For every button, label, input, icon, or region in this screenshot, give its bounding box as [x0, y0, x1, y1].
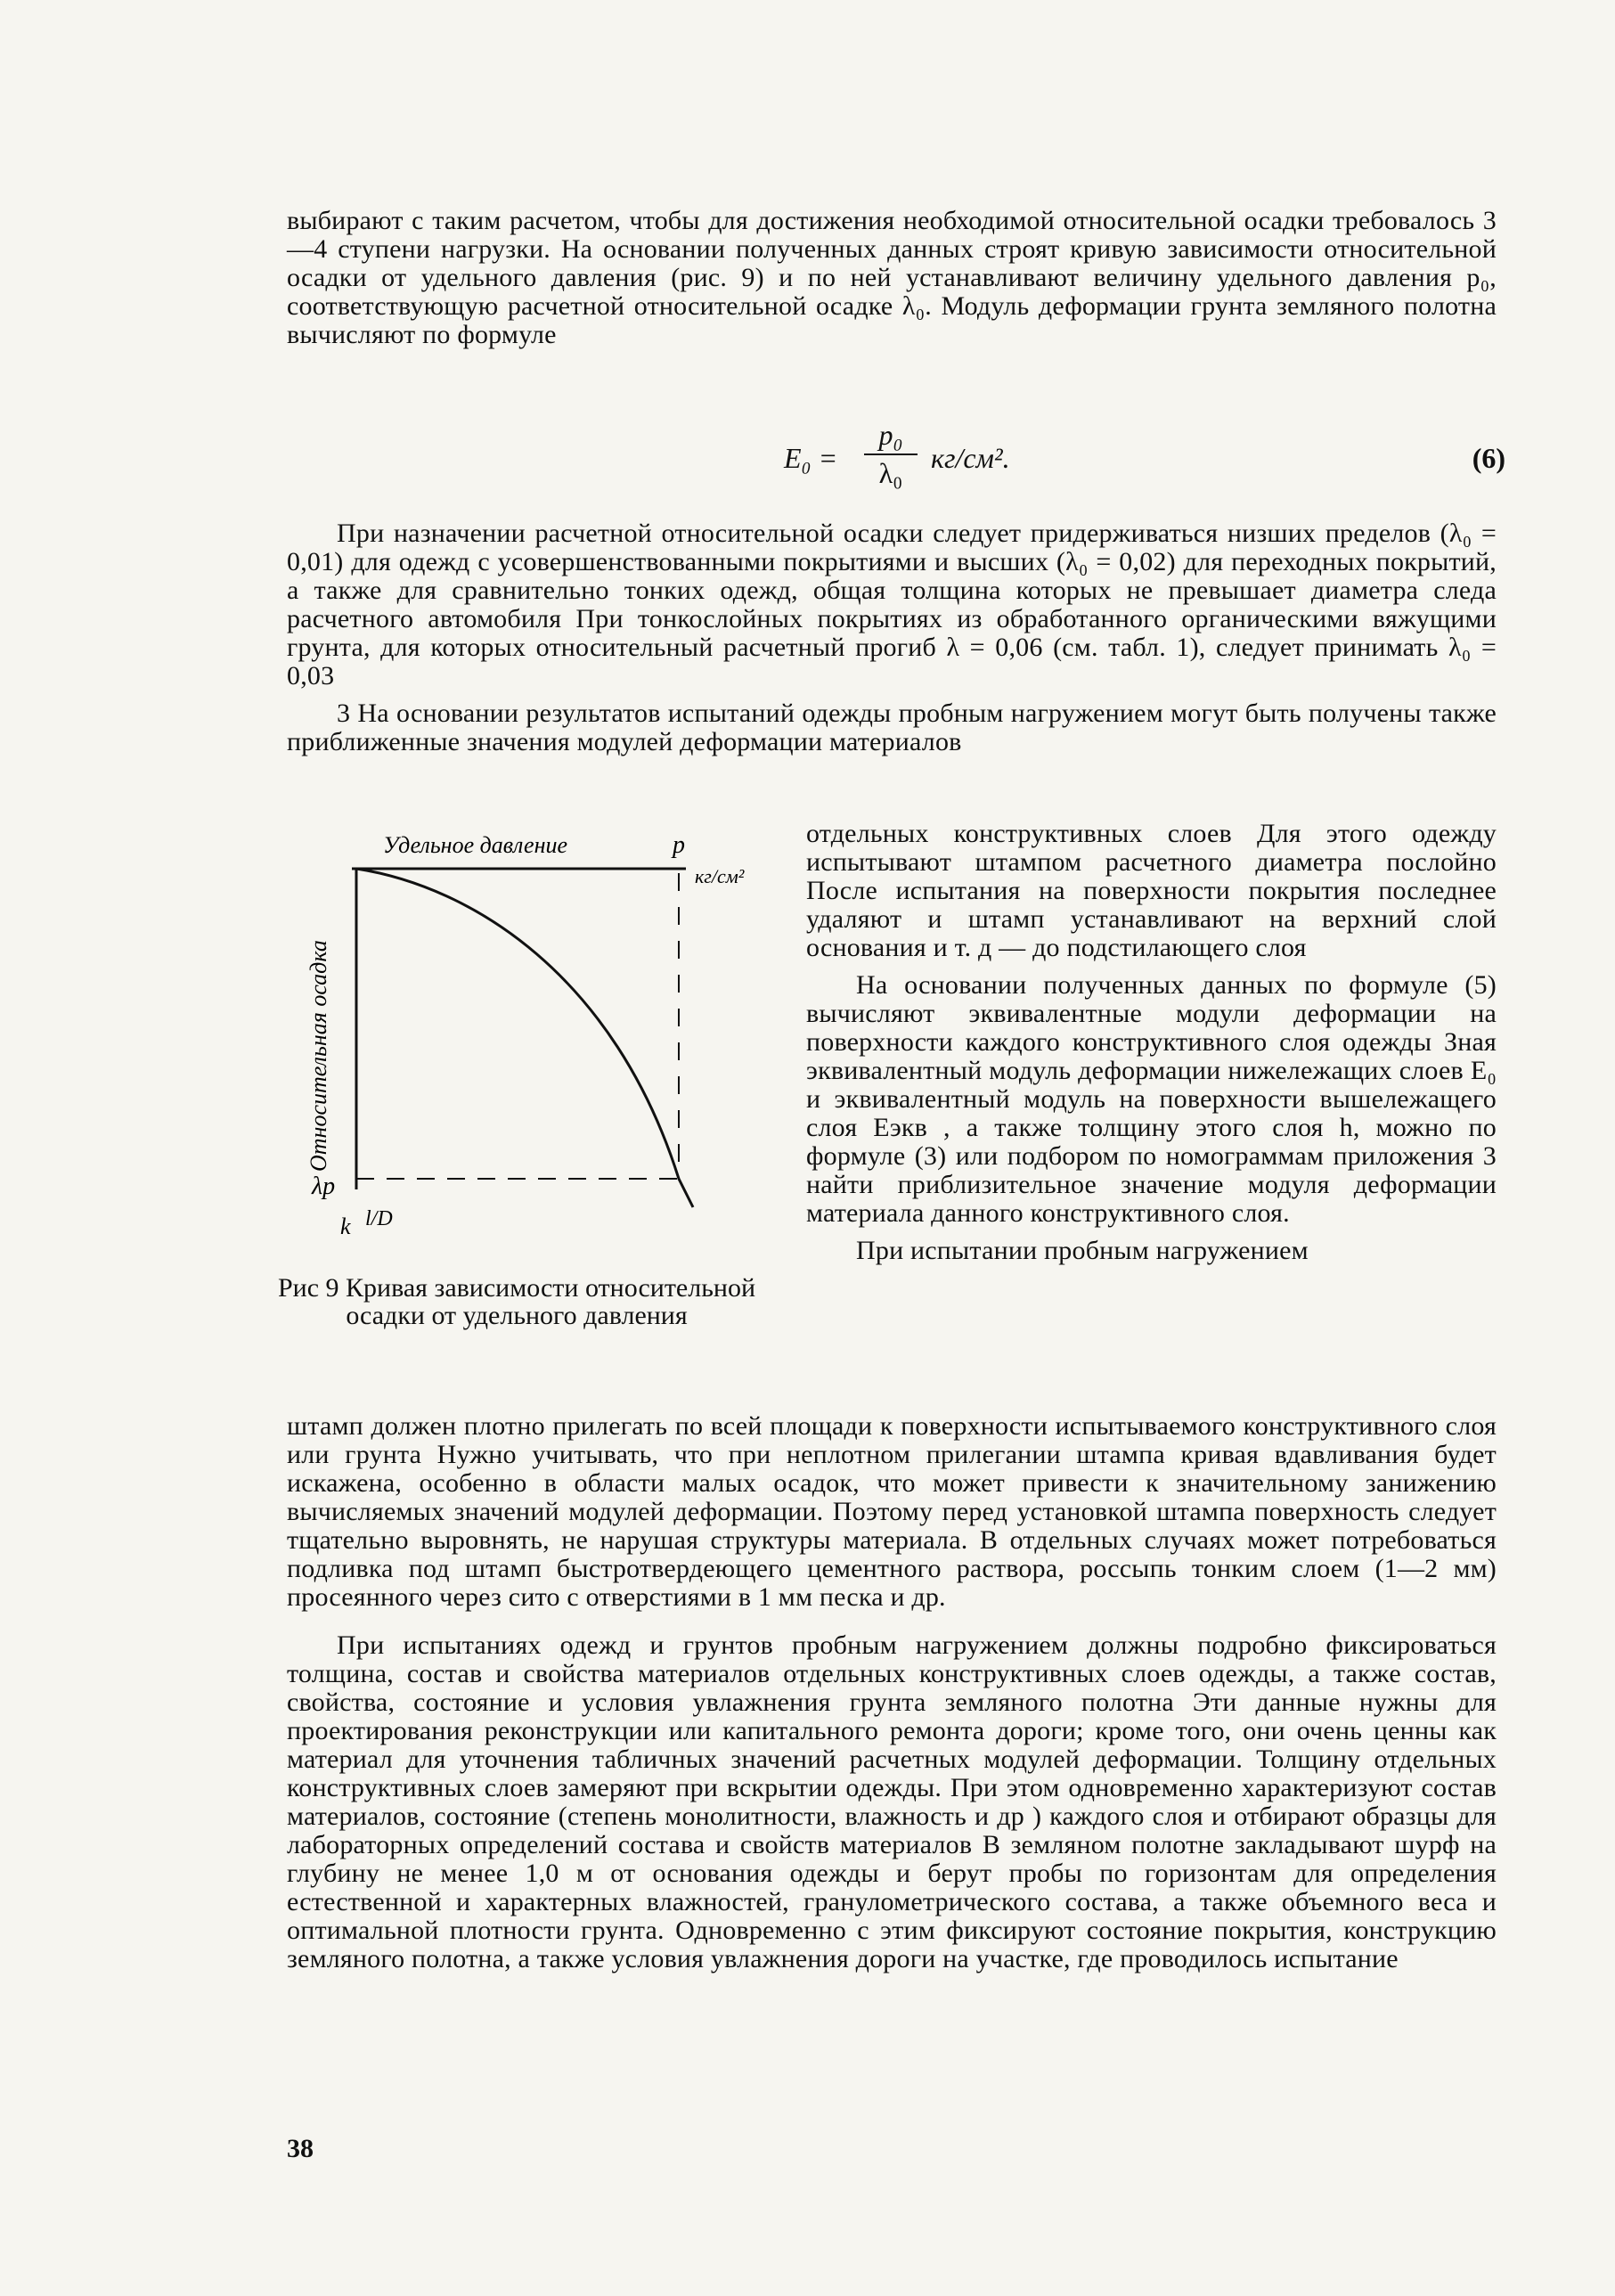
settlement-curve [356, 869, 693, 1207]
text-block-top [287, 207, 1497, 349]
page-number: 38 [287, 2134, 314, 2163]
paragraph: На основании полученных данных по формуле (5) вычисляют эквивалентные модули деформации на поверхности каждого конструктивного слоя одежды Зная эквивалентный модуль деформации нижележащих слоев E₀ и эквивалентный модуль на поверхности вышележащего слоя Eэкв , а также толщину этого слоя h, можно по формуле (3) или подбором по номограммам приложения 3 найти приблизительное значение модуля деформации материала данного конструктивного слоя. [806, 970, 1497, 1228]
paragraph: При назначении расчетной относительной осадки следует придерживаться низших пределов (λ₀ = 0,01) для одежд с усовершенствованными покрытиями и высших (λ₀ = 0,02) для переходных покрытий, а также для сравнительно тонких одежд, общая толщина которых не превышает диаметра следа расчетного автомобиля При тонкослойных покрытиях из обработанного органическими вяжущими грунта, для которых относительный расчетный прогиб λ = 0,06 (см. табл. 1), следует принимать λ₀ = 0,03 [287, 519, 1497, 690]
text-block-middle [287, 519, 1497, 756]
paragraph: При испытаниях одежд и грунтов пробным нагружением должны подробно фиксироваться толщина, состав и свойства материалов отдельных конструктивных слоев одежды, а также состав, свойства, состояние и условия увлажнения грунта земляного полотна Эти данные нужны для проектирования реконструкции или капитального ремонта дороги; кроме того, они очень ценны как материал для уточнения табличных значений расчетных модулей деформации. Толщину отдельных конструктивных слоев замеряют при вскрытии одежды. При этом одновременно характеризуют состав материалов, состояние (степень монолитности, влажность и др ) каждого слоя и отбирают образцы для лабораторных определений состава и свойств материалов В земляном полотне закладывают шурф на глубину не менее 1,0 м от основания одежды и берут пробы по горизонтам для определения естественной и характерных влажностей, гранулометрического состава, а также объемного веса и оптимальной плотности грунта. Одновременно с этим фиксируют состояние покрытия, конструкцию земляного полотна, а также условия увлажнения дороги на участке, где проводилось испытание [287, 1630, 1497, 1973]
figure-ratio-label: l/D [365, 1207, 393, 1230]
text-block-right [806, 820, 1497, 1265]
figure-top-label: Удельное давление [383, 832, 568, 858]
formula-6 [784, 419, 1586, 508]
figure-y-label: Относительная осадка [306, 940, 331, 1172]
paragraph: выбирают с таким расчетом, чтобы для достижения необходимой относительной осадки требовалось 3—4 ступени нагрузки. На основании полученных данных строят кривую зависимости относительной осадки от удельного давления (рис. 9) и по ней устанавливают величину удельного давления p₀, соответствующую расчетной относительной осадке λ₀. Модуль деформации грунта земляного полотна вычисляют по формуле [287, 206, 1497, 349]
paragraph: отдельных конструктивных слоев Для этого одежду испытывают штампом расчетного диаметра послойно После испытания на поверхности покрытия последнее удаляют и штамп устанавливают на верхний слой основания и т. д — до подстилающего слоя [806, 819, 1497, 962]
paragraph: 3 На основании результатов испытаний одежды пробным нагружением могут быть получены также приближенные значения модулей деформации материалов [287, 699, 1497, 756]
formula-lhs: E₀ = [784, 442, 838, 474]
curve-chart [267, 824, 802, 1287]
formula-numerator: p₀ [864, 419, 918, 455]
figure-p-unit: кг/см² [695, 865, 745, 887]
figure-9 [267, 824, 802, 1305]
formula-number: (6) [1472, 442, 1505, 474]
figure-caption: Рис 9 Кривая зависимости относительной осадки от удельного давления [277, 1273, 756, 1330]
formula-unit: кг/см². [931, 442, 1010, 474]
paragraph: штамп должен плотно прилегать по всей площади к поверхности испытываемого конструктивного слоя или грунта Нужно учитывать, что при неплотном прилегании штампа кривая вдавливания будет искажена, особенно в области малых осадок, что может привести к значительному занижению вычисляемых значений модулей деформации. Поэтому перед установкой штампа поверхность следует тщательно выровнять, не нарушая структуры материала. В отдельных случаях может потребоваться подливка под штамп быстротвердеющего цементного раствора, россыпь тонким слоем (1—2 мм) просеянного через сито с отверстиями в 1 мм песка и др. [287, 1411, 1497, 1612]
formula-denominator: λ₀ [878, 457, 903, 489]
paragraph: При испытании пробным нагружением [856, 1236, 1309, 1265]
figure-p-label: p [673, 831, 685, 859]
figure-lambda-label: λp [312, 1173, 336, 1200]
formula-fraction [864, 419, 918, 490]
text-block-bottom [287, 1412, 1497, 1973]
figure-k-label: k [340, 1213, 351, 1239]
